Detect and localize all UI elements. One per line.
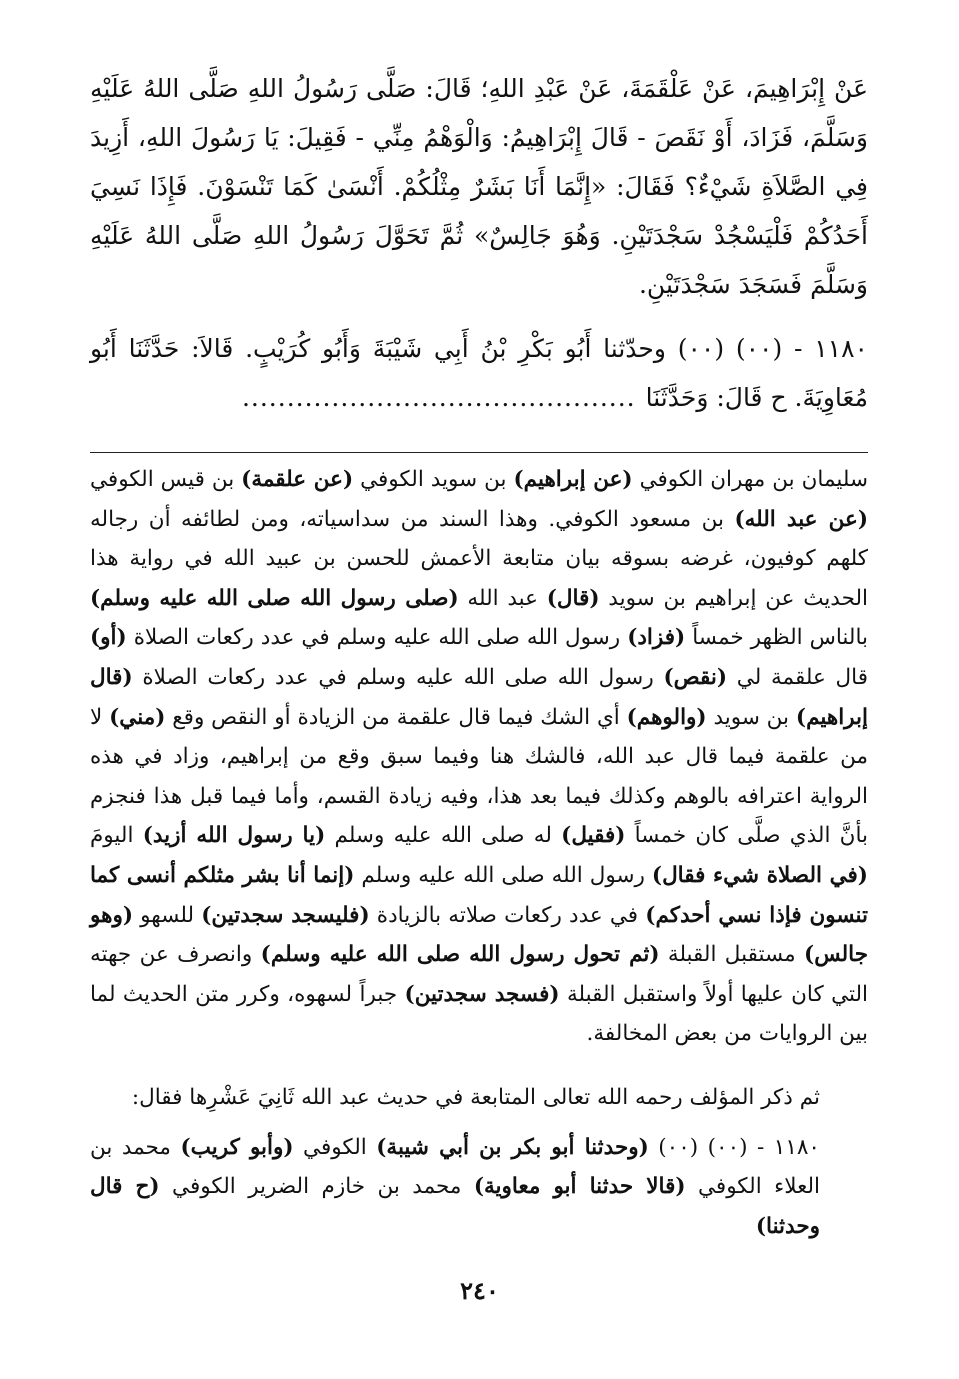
commentary-text: رسول الله صلى الله عليه وسلم bbox=[354, 862, 652, 888]
commentary-text: الكوفي bbox=[293, 1134, 377, 1160]
quoted-text: (إنما أنا بشر مثلكم أنسى كما تنسون فإذا نسي أحدكم) bbox=[90, 862, 869, 928]
quoted-text: (فزاد) bbox=[627, 625, 686, 651]
quoted-text: (وأبو كريب) bbox=[180, 1134, 294, 1160]
commentary-text: جبراً لسهوه، وكرر متن الحديث لما بين الروايات من بعض المخالفة. bbox=[90, 981, 868, 1047]
commentary-text: بالناس الظهر خمساً bbox=[685, 625, 868, 651]
quoted-text: (قالا حدثنا أبو معاوية) bbox=[473, 1174, 686, 1200]
hadith-paragraph: عَنْ إِبْرَاهِيمَ، عَنْ عَلْقَمَةَ، عَنْ عَبْدِ اللهِ؛ قَالَ: صَلَّى رَسُولُ اللهِ صَلَّى اللهُ عَلَيْهِ وَسَلَّمَ، فَزَادَ، أَوْ نَقَصَ - قَالَ إِبْرَاهِيمُ: وَالْوَهْمُ مِنِّي - فَقِيلَ: يَا رَسُولَ اللهِ، أَزِيدَ فِي الصَّلاَةِ شَيْءٌ؟ فَقَالَ: «إِنَّمَا أَنَا بَشَرٌ مِثْلُكُمْ. أَنْسَىٰ كَمَا تَنْسَوْنَ. فَإِذَا نَسِيَ أَحَدُكُمْ فَلْيَسْجُدْ سَجْدَتَيْنِ. وَهُوَ جَالِسٌ» ثُمَّ تَحَوَّلَ رَسُولُ اللهِ صَلَّى اللهُ عَلَيْهِ وَسَلَّمَ فَسَجَدَ سَجْدَتَيْنِ. bbox=[90, 74, 868, 299]
quoted-text: (فليسجد سجدتين) bbox=[201, 902, 370, 928]
commentary-text: أي الشك فيما قال علقمة من الزيادة أو النقص وقع bbox=[165, 704, 627, 730]
commentary-text: للسهو bbox=[133, 902, 202, 928]
quoted-text: (عن عبد الله) bbox=[734, 506, 868, 532]
commentary-text: بن مسعود الكوفي. وهذا السند من سداسياته، ومن لطائفه أن رجاله كلهم كوفيون، غرضه بسوقه بيان متابعة الأعمش للحسن بن عبيد الله في رواية هذا الحديث عن إبراهيم بن سويد bbox=[90, 506, 868, 611]
quoted-text: (ح قال وحدثنا) bbox=[90, 1174, 820, 1239]
commentary-section bbox=[90, 460, 868, 1246]
quoted-text: (ثم تحول رسول الله صلى الله عليه وسلم) bbox=[260, 942, 660, 968]
quoted-text: (عن إبراهيم) bbox=[513, 467, 633, 492]
quoted-text: (مني) bbox=[109, 704, 166, 730]
footnote-divider bbox=[90, 452, 868, 453]
commentary-text: وانصرف عن جهته التي كان عليها أولاً واستقبل القبلة bbox=[90, 942, 869, 1007]
commentary-text: بن سويد bbox=[706, 704, 796, 730]
quoted-text: (فسجد سجدتين) bbox=[404, 981, 560, 1007]
commentary-paragraph bbox=[90, 1128, 868, 1247]
commentary-text: سليمان بن مهران الكوفي bbox=[632, 467, 868, 492]
quoted-text: (والوهم) bbox=[626, 704, 707, 730]
quoted-text: (يا رسول الله أزيد) bbox=[142, 823, 326, 849]
hadith-text bbox=[90, 64, 868, 422]
page-number: ٢٤٠ bbox=[460, 1276, 499, 1305]
quoted-text: (وحدثنا أبو بكر بن أبي شيبة) bbox=[376, 1134, 649, 1160]
commentary-text: له صلى الله عليه وسلم bbox=[325, 823, 562, 849]
quoted-text: (قال) bbox=[546, 585, 600, 611]
quoted-text: (في الصلاة شيء فقال) bbox=[651, 862, 868, 888]
commentary-paragraph bbox=[90, 460, 868, 1054]
commentary-text: اليومَ bbox=[90, 823, 143, 849]
commentary-text: عبد الله bbox=[458, 585, 547, 611]
commentary-text: ١١٨٠ - (٠٠) (٠٠) bbox=[648, 1134, 820, 1160]
commentary-text: في عدد ركعات صلاته بالزيادة bbox=[369, 902, 646, 928]
hadith-chain-text: ١١٨٠ - (٠٠) (٠٠) وحدّثنا أَبُو بَكْرِ بْنُ أَبِي شَيْبَةَ وَأَبُو كُرَيْبٍ. قَالاَ: حَدَّثَنَا أَبُو مُعَاوِيَةَ. ح قَالَ: وَحَدَّثَنَا bbox=[90, 334, 868, 412]
commentary-text: رسول الله صلى الله عليه وسلم في عدد ركعات الصلاة bbox=[132, 664, 664, 690]
quoted-text: (عن علقمة) bbox=[241, 467, 354, 492]
commentary-text: بن قيس الكوفي bbox=[90, 467, 242, 492]
hadith-chain-paragraph bbox=[90, 324, 868, 422]
quoted-text: (صلى رسول الله صلى الله عليه وسلم) bbox=[90, 585, 459, 611]
quoted-text: (نقص) bbox=[663, 664, 728, 690]
commentary-text: محمد بن خازم الضرير الكوفي bbox=[159, 1174, 474, 1200]
commentary-intro: ثم ذكر المؤلف رحمه الله تعالى المتابعة في حديث عبد الله ثَانِيَ عَشْرِها فقال: bbox=[131, 1084, 820, 1110]
commentary-text: رسول الله صلى الله عليه وسلم في عدد ركعات الصلاة bbox=[126, 625, 628, 651]
commentary-text: مستقبل القبلة bbox=[659, 942, 805, 968]
quoted-text: (وهو جالس) bbox=[90, 902, 868, 968]
quoted-text: (فقيل) bbox=[561, 823, 626, 849]
quoted-text: (أو) bbox=[90, 625, 127, 651]
commentary-text: بن سويد الكوفي bbox=[353, 467, 514, 492]
commentary-text: لا من علقمة فيما قال عبد الله، فالشك هنا وفيما سبق وقع من إبراهيم، وزاد في هذه الرواية اعترافه بالوهم وكذلك فيما بعد هذا، وفيه زيادة القسم، وأما فيما قبل هذا فنجزم بأنَّ الذي صلَّى كان خمساً bbox=[90, 704, 869, 849]
continuation-dots: ............................................ bbox=[241, 383, 636, 412]
commentary-text: قال علقمة لي bbox=[727, 664, 868, 690]
quoted-text: (قال إبراهيم) bbox=[90, 664, 868, 730]
commentary-text: محمد بن العلاء الكوفي bbox=[90, 1134, 820, 1200]
